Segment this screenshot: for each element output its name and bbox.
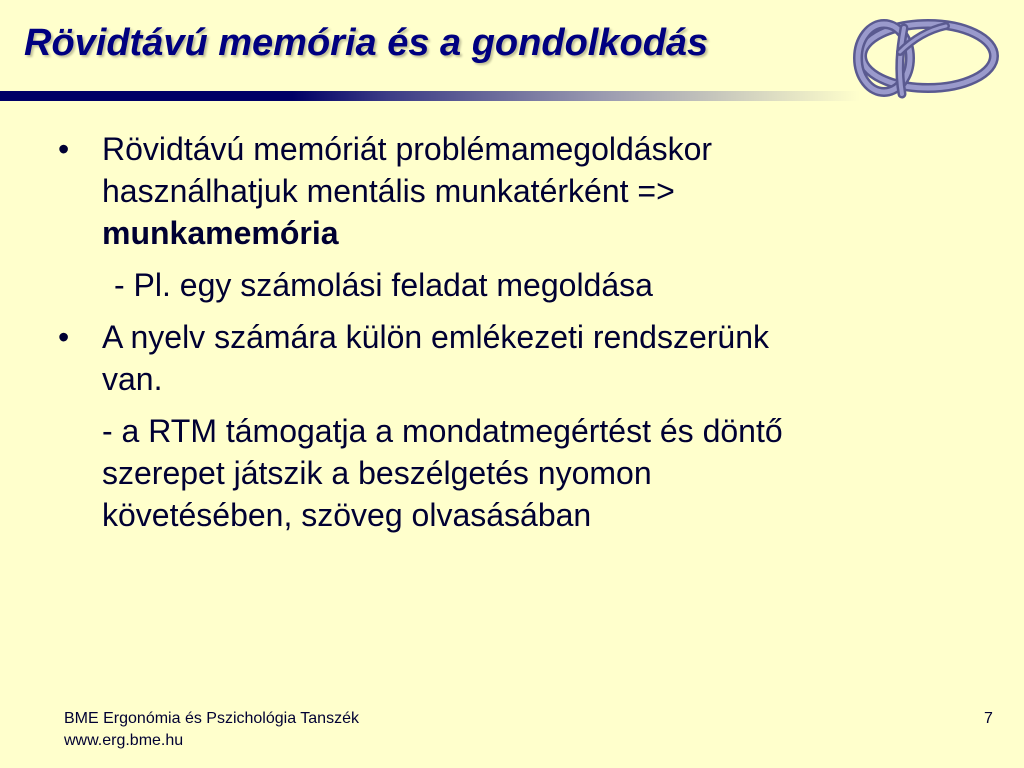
footer-website: www.erg.bme.hu	[64, 732, 184, 749]
sub-text-line: - a RTM támogatja a mondatmegértést és döntő	[102, 413, 783, 449]
bullet-item-language-memory	[58, 316, 958, 400]
footer-department: BME Ergonómia és Pszichológia Tanszék	[64, 710, 359, 727]
slide-title: Rövidtávú memória és a gondolkodás	[24, 22, 709, 64]
bold-term: munkamemória	[102, 215, 339, 251]
sub-text-line: szerepet játszik a beszélgetés nyomon	[102, 455, 652, 491]
bullet-marker: •	[58, 131, 70, 167]
bullet-text-line: használhatjuk mentális munkatérként =>	[102, 173, 675, 209]
bullet-text-line: A nyelv számára külön emlékezeti rendszerünk	[102, 319, 769, 355]
bullet-marker: •	[58, 319, 70, 355]
bullet-item-working-memory	[58, 128, 958, 254]
page-number: 7	[984, 710, 993, 727]
department-logo-icon	[842, 10, 1007, 100]
sub-item-calculation-example: - Pl. egy számolási feladat megoldása	[114, 267, 653, 303]
bullet-text-line: van.	[102, 361, 163, 397]
bullet-text-line: Rövidtávú memóriát problémamegoldáskor	[102, 131, 713, 167]
footer	[64, 708, 359, 752]
sub-item-rtm-role	[58, 410, 958, 536]
sub-text-line: követésében, szöveg olvasásában	[102, 497, 592, 533]
slide-body	[58, 128, 958, 546]
title-underline	[0, 91, 860, 101]
